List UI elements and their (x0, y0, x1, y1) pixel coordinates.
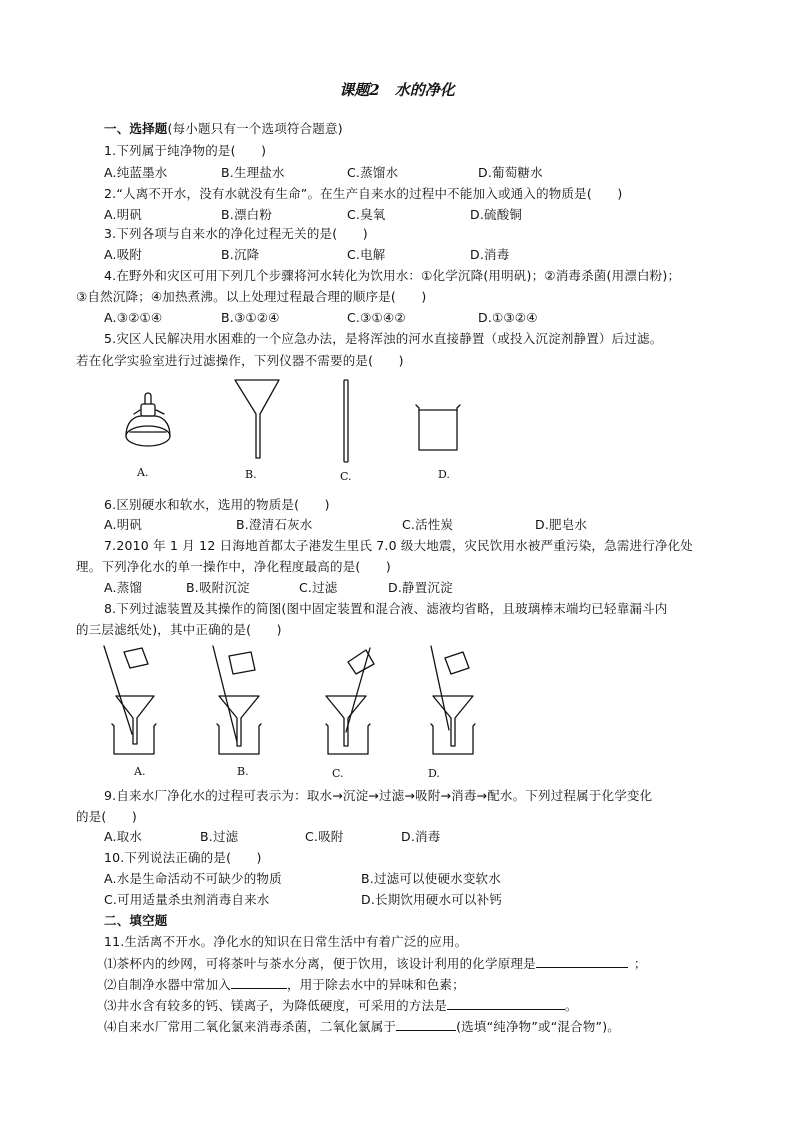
q5-stem-line2: 若在化学实验室进行过滤操作，下列仪器不需要的是( ) (76, 353, 404, 368)
q9-option-d: D.消毒 (401, 829, 441, 844)
beaker-figure (413, 402, 463, 454)
q2-option-c: C.臭氧 (347, 207, 386, 222)
q5-label-d: D. (438, 468, 450, 481)
q7-option-d: D.静置沉淀 (388, 580, 453, 595)
q3-option-d: D.消毒 (470, 247, 510, 262)
filtration-setup-a (102, 644, 162, 756)
q7-option-c: C.过滤 (299, 580, 338, 595)
q9-option-c: C.吸附 (305, 829, 344, 844)
q6-option-b: B.澄清石灰水 (236, 517, 313, 532)
q11-part2-blank[interactable] (231, 975, 287, 989)
q5-label-b: B. (245, 468, 257, 481)
q11-part1-end: ； (633, 956, 647, 971)
q11-part3-text: ⑶井水含有较多的钙、镁离子，为降低硬度，可采用的方法是 (104, 998, 447, 1013)
q8-stem-line1: 8.下列过滤装置及其操作的简图(图中固定装置和混合液、滤液均省略，且玻璃棒末端均已轻靠漏斗内 (104, 601, 668, 616)
q7-stem-line1: 7.2010 年 1 月 12 日海地首都太子港发生里氏 7.0 级大地震，灾民饮用水被严重污染，急需进行净化处 (104, 538, 693, 553)
q3-option-b: B.沉降 (221, 247, 260, 262)
q8-label-b: B. (237, 765, 249, 778)
q5-stem-line1: 5.灾区人民解决用水困难的一个应急办法，是将浑浊的河水直接静置（或投入沉淀剂静置）后过滤。 (104, 331, 663, 346)
q6-stem: 6.区别硬水和软水，选用的物质是( ) (104, 497, 330, 512)
q11-part4-text: ⑷自来水厂常用二氧化氯来消毒杀菌，二氧化氯属于 (104, 1019, 397, 1034)
alcohol-lamp-figure (120, 392, 180, 452)
q9-option-b: B.过滤 (200, 829, 239, 844)
q10-option-a: A.水是生命活动不可缺少的物质 (104, 871, 282, 886)
q11-part3 (104, 996, 578, 1014)
q11-part3-blank[interactable] (447, 996, 565, 1010)
q7-option-a: A.蒸馏 (104, 580, 143, 595)
q9-option-a: A.取水 (104, 829, 143, 844)
section-note: (每小题只有一个选项符合题意) (167, 121, 343, 136)
q3-option-c: C.电解 (347, 247, 386, 262)
q11-part3-end: 。 (564, 998, 578, 1013)
q4-option-d: D.①③②④ (478, 310, 538, 325)
q10-option-c: C.可用适量杀虫剂消毒自来水 (104, 892, 270, 907)
q1-option-a: A.纯蓝墨水 (104, 165, 168, 180)
q9-stem-line2: 的是( ) (76, 809, 137, 824)
q2-option-b: B.漂白粉 (221, 207, 273, 222)
q7-option-b: B.吸附沉淀 (186, 580, 250, 595)
q1-stem: 1.下列属于纯净物的是( ) (104, 143, 267, 158)
q8-label-c: C. (332, 767, 344, 780)
q10-option-b: B.过滤可以使硬水变软水 (361, 871, 501, 886)
q11-part2-end: ，用于除去水中的异味和色素； (287, 977, 465, 992)
q1-option-b: B.生理盐水 (221, 165, 285, 180)
q1-option-c: C.蒸馏水 (347, 165, 399, 180)
q4-option-a: A.③②①④ (104, 310, 163, 325)
glass-rod-figure (341, 378, 353, 464)
filtration-setup-c (318, 644, 378, 756)
q4-option-c: C.③①④② (347, 310, 406, 325)
q11-part4-end: (选填“纯净物”或“混合物”)。 (456, 1019, 620, 1034)
section-heading-choice (104, 120, 343, 137)
q5-label-c: C. (340, 470, 352, 483)
q3-option-a: A.吸附 (104, 247, 143, 262)
q11-part2 (104, 975, 465, 993)
q4-stem-line1: 4.在野外和灾区可用下列几个步骤将河水转化为饮用水：①化学沉降(用明矾)；②消毒杀菌(用漂白粉)； (104, 268, 681, 283)
filtration-setup-b (207, 644, 267, 756)
q10-stem: 10.下列说法正确的是( ) (104, 850, 262, 865)
q4-option-b: B.③①②④ (221, 310, 280, 325)
q11-part4-blank[interactable] (396, 1017, 456, 1031)
q6-option-a: A.明矾 (104, 517, 143, 532)
q4-stem-line2: ③自然沉降；④加热煮沸。以上处理过程最合理的顺序是( ) (76, 289, 427, 304)
q7-stem-line2: 理。下列净化水的单一操作中，净化程度最高的是( ) (76, 559, 391, 574)
q8-label-a: A. (134, 765, 146, 778)
q11-part1 (104, 954, 647, 972)
q2-stem: 2.“人离不开水，没有水就没有生命”。在生产自来水的过程中不能加入或通入的物质是( ) (104, 186, 623, 201)
funnel-figure (233, 378, 283, 460)
q11-stem: 11.生活离不开水。净化水的知识在日常生活中有着广泛的应用。 (104, 934, 468, 949)
q5-label-a: A. (137, 466, 149, 479)
q8-label-d: D. (428, 767, 440, 780)
q9-stem-line1: 9.自来水厂净化水的过程可表示为：取水→沉淀→过滤→吸附→消毒→配水。下列过程属于化学变化 (104, 788, 653, 803)
q6-option-d: D.肥皂水 (535, 517, 588, 532)
section-heading-fill: 二、填空题 (104, 913, 168, 928)
page-title: 课题2 水的净化 (339, 81, 455, 99)
q11-part4 (104, 1017, 620, 1035)
q11-part2-text: ⑵自制净水器中常加入 (104, 977, 232, 992)
q3-stem: 3.下列各项与自来水的净化过程无关的是( ) (104, 226, 368, 241)
q6-option-c: C.活性炭 (402, 517, 454, 532)
q2-option-d: D.硫酸铜 (470, 207, 523, 222)
q11-part1-text: ⑴茶杯内的纱网，可将茶叶与茶水分离，便于饮用，该设计利用的化学原理是 (104, 956, 536, 971)
filtration-setup-d (423, 644, 483, 756)
section-heading-text: 一、选择题 (104, 121, 168, 136)
q8-stem-line2: 的三层滤纸处)，其中正确的是( ) (76, 622, 282, 637)
q1-option-d: D.葡萄糖水 (478, 165, 543, 180)
q2-option-a: A.明矾 (104, 207, 143, 222)
q10-option-d: D.长期饮用硬水可以补钙 (361, 892, 502, 907)
q11-part1-blank[interactable] (536, 954, 628, 968)
